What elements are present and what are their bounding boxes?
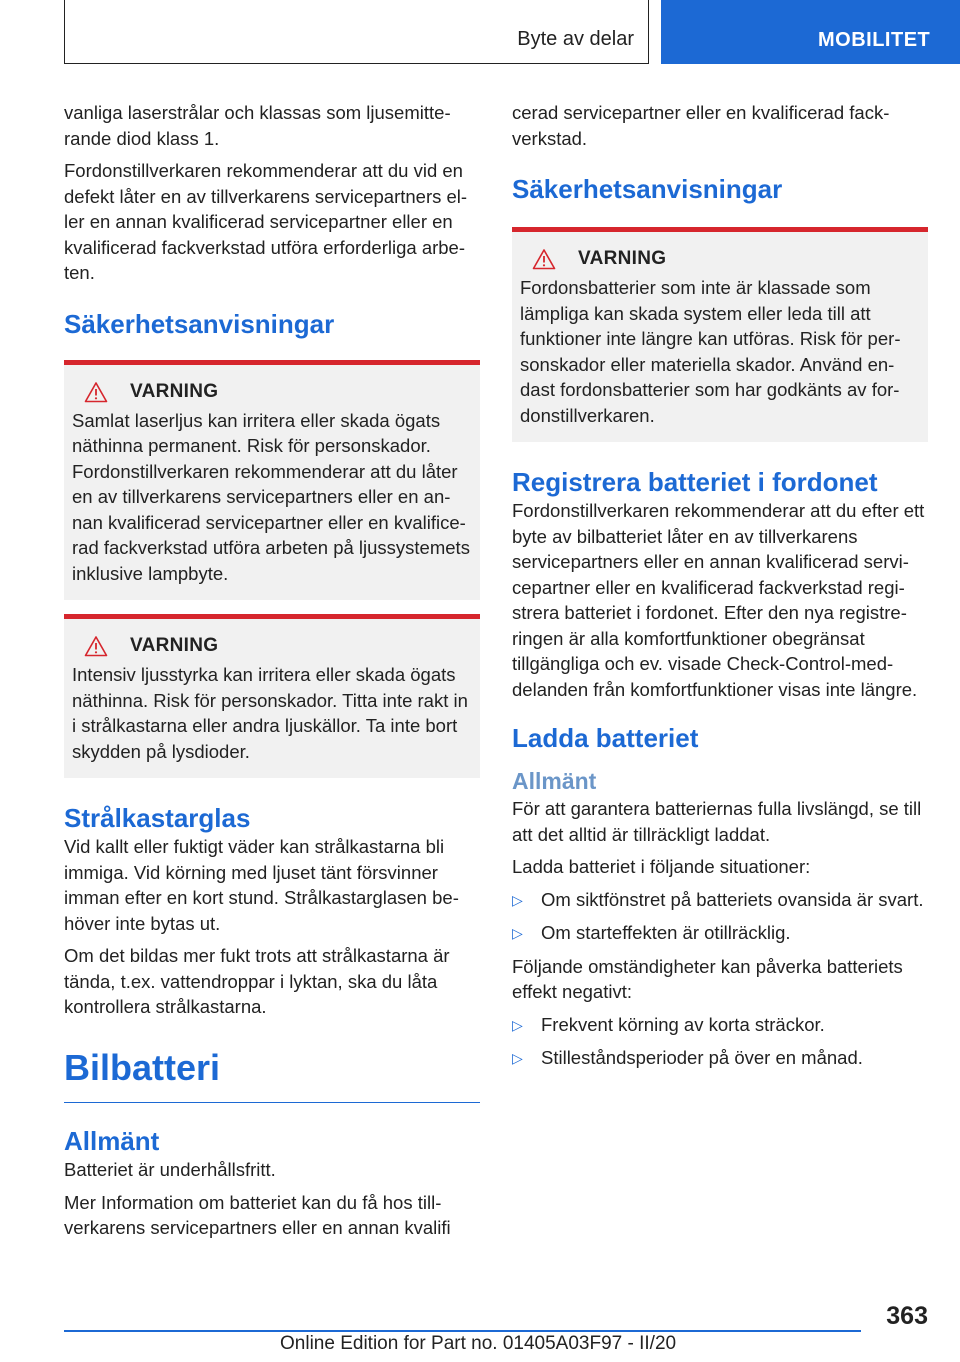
paragraph: Om det bildas mer fukt trots att strålkastarna är tända, t.ex. vattendroppar i lyktan, ska du låta kontrollera strålkastarna.: [64, 945, 450, 1017]
bullet-list: [512, 887, 928, 947]
warning-text: Intensiv ljusstyrka kan irritera eller skada ögats näthinna. Risk för personskador. Titta inte rakt in i strålkastarna eller andra ljuskällor. Ta inte bort skydden på lysdioder.: [72, 664, 468, 762]
page-number: 363: [886, 1302, 928, 1330]
paragraph: Fordonstillverkaren rekommenderar att du efter ett byte av bilbatteriet låter en av tillverkarens servicepartners eller en annan kvalificerad servicepartner eller en kvalificerad fackverkstad registrera batteriet i fordonet. Efter den nya registreringen är alla komfortfunktioner obegränsat tillgängliga och ev. visade Check-Control-meddelanden från komfortfunktioner visas inte längre.: [512, 500, 925, 700]
paragraph: vanliga laserstrålar och klassas som ljusemitterande diod klass 1.: [64, 102, 451, 149]
left-column: [64, 100, 480, 1248]
heading-car-battery: Bilbatteri: [64, 1046, 221, 1088]
paragraph: Batteriet är underhållsfritt.: [64, 1159, 276, 1180]
list-item: ▷ Om siktfönstret på batteriets ovansida är svart.: [512, 887, 928, 914]
heading-general: Allmänt: [64, 1126, 160, 1156]
header-section-box: [64, 0, 649, 64]
paragraph: Fordonstillverkaren rekommenderar att du vid en defekt låter en av tillverkarens servicepartners eller en annan kvalificerad servicepartner eller en kvalificerad fackverkstad utföra erforderliga arbeten.: [64, 160, 468, 283]
warning-text: Fordonsbatterier som inte är klassade som lämpliga kan skada system eller leda till att funktioner inte längre kan utföras. Risk för personskador eller materiella skador. Använd endast fordonsbatterier som har godkänts av fordonstillverkaren.: [520, 277, 901, 426]
warning-label: VARNING: [578, 248, 667, 269]
heading-headlight-glass: Strålkastarglas: [64, 803, 251, 833]
warning-label: VARNING: [130, 380, 219, 402]
warning-triangle-icon: [84, 635, 108, 657]
warning-triangle-icon: [532, 248, 556, 270]
section-title: Byte av delar: [517, 28, 634, 50]
heading-charge-battery: Ladda batteriet: [512, 723, 699, 753]
right-column: [512, 100, 928, 1079]
triangle-bullet-icon: ▷: [512, 891, 523, 908]
paragraph: Mer Information om batteriet kan du få hos tillverkarens servicepartners eller en annan kvalifi: [64, 1191, 451, 1238]
subheading-general: Allmänt: [512, 768, 597, 794]
list-item: ▷ Om starteffekten är otillräcklig.: [512, 920, 928, 947]
paragraph: cerad servicepartner eller en kvalificerad fackverkstad.: [512, 102, 890, 149]
heading-safety: Säkerhetsanvisningar: [512, 174, 783, 204]
warning-triangle-icon: [84, 381, 108, 403]
chapter-tab-label: MOBILITET: [818, 29, 931, 51]
warning-label: VARNING: [130, 635, 219, 656]
paragraph: Vid kallt eller fuktigt väder kan strålkastarna bli immiga. Vid körning med ljuset tänt försvinner imman efter en kort stund. Strålkastarglasen behöver inte bytas ut.: [64, 836, 459, 934]
heading-register-battery: Registrera batteriet i fordonet: [512, 467, 878, 497]
triangle-bullet-icon: ▷: [512, 1050, 523, 1066]
list-item: ▷ Frekvent körning av korta sträckor.: [512, 1012, 928, 1039]
paragraph: Ladda batteriet i följande situationer:: [512, 856, 811, 877]
triangle-bullet-icon: ▷: [512, 1016, 523, 1033]
warning-box: [512, 227, 928, 442]
footer-rule: [64, 1330, 861, 1332]
triangle-bullet-icon: ▷: [512, 925, 523, 941]
warning-text: Samlat laserljus kan irritera eller skada ögats näthinna permanent. Risk för personskador. Fordonstillverkaren rekommenderar att du låter en av tillverkarens servicepartners eller en annan kvalificerad servicepartner eller en kvalificerad fackverkstad utföra arbeten på ljussystemets inklusive lampbyte.: [72, 409, 470, 584]
warning-box: [64, 614, 480, 778]
heading-safety: Säkerhetsanvisningar: [64, 308, 335, 339]
paragraph: För att garantera batteriernas fulla livslängd, se till att det alltid är tillräckligt laddat.: [512, 798, 922, 845]
bullet-list: [512, 1012, 928, 1072]
footer-edition: Online Edition for Part no. 01405A03F97 - II/20: [280, 1333, 677, 1354]
chapter-tab[interactable]: [661, 0, 960, 64]
heading-underline: [64, 1102, 480, 1104]
list-item: ▷ Stilleståndsperioder på över en månad.: [512, 1045, 928, 1072]
paragraph: Följande omständigheter kan påverka batteriets effekt negativt:: [512, 955, 903, 1002]
warning-box: [64, 360, 480, 601]
